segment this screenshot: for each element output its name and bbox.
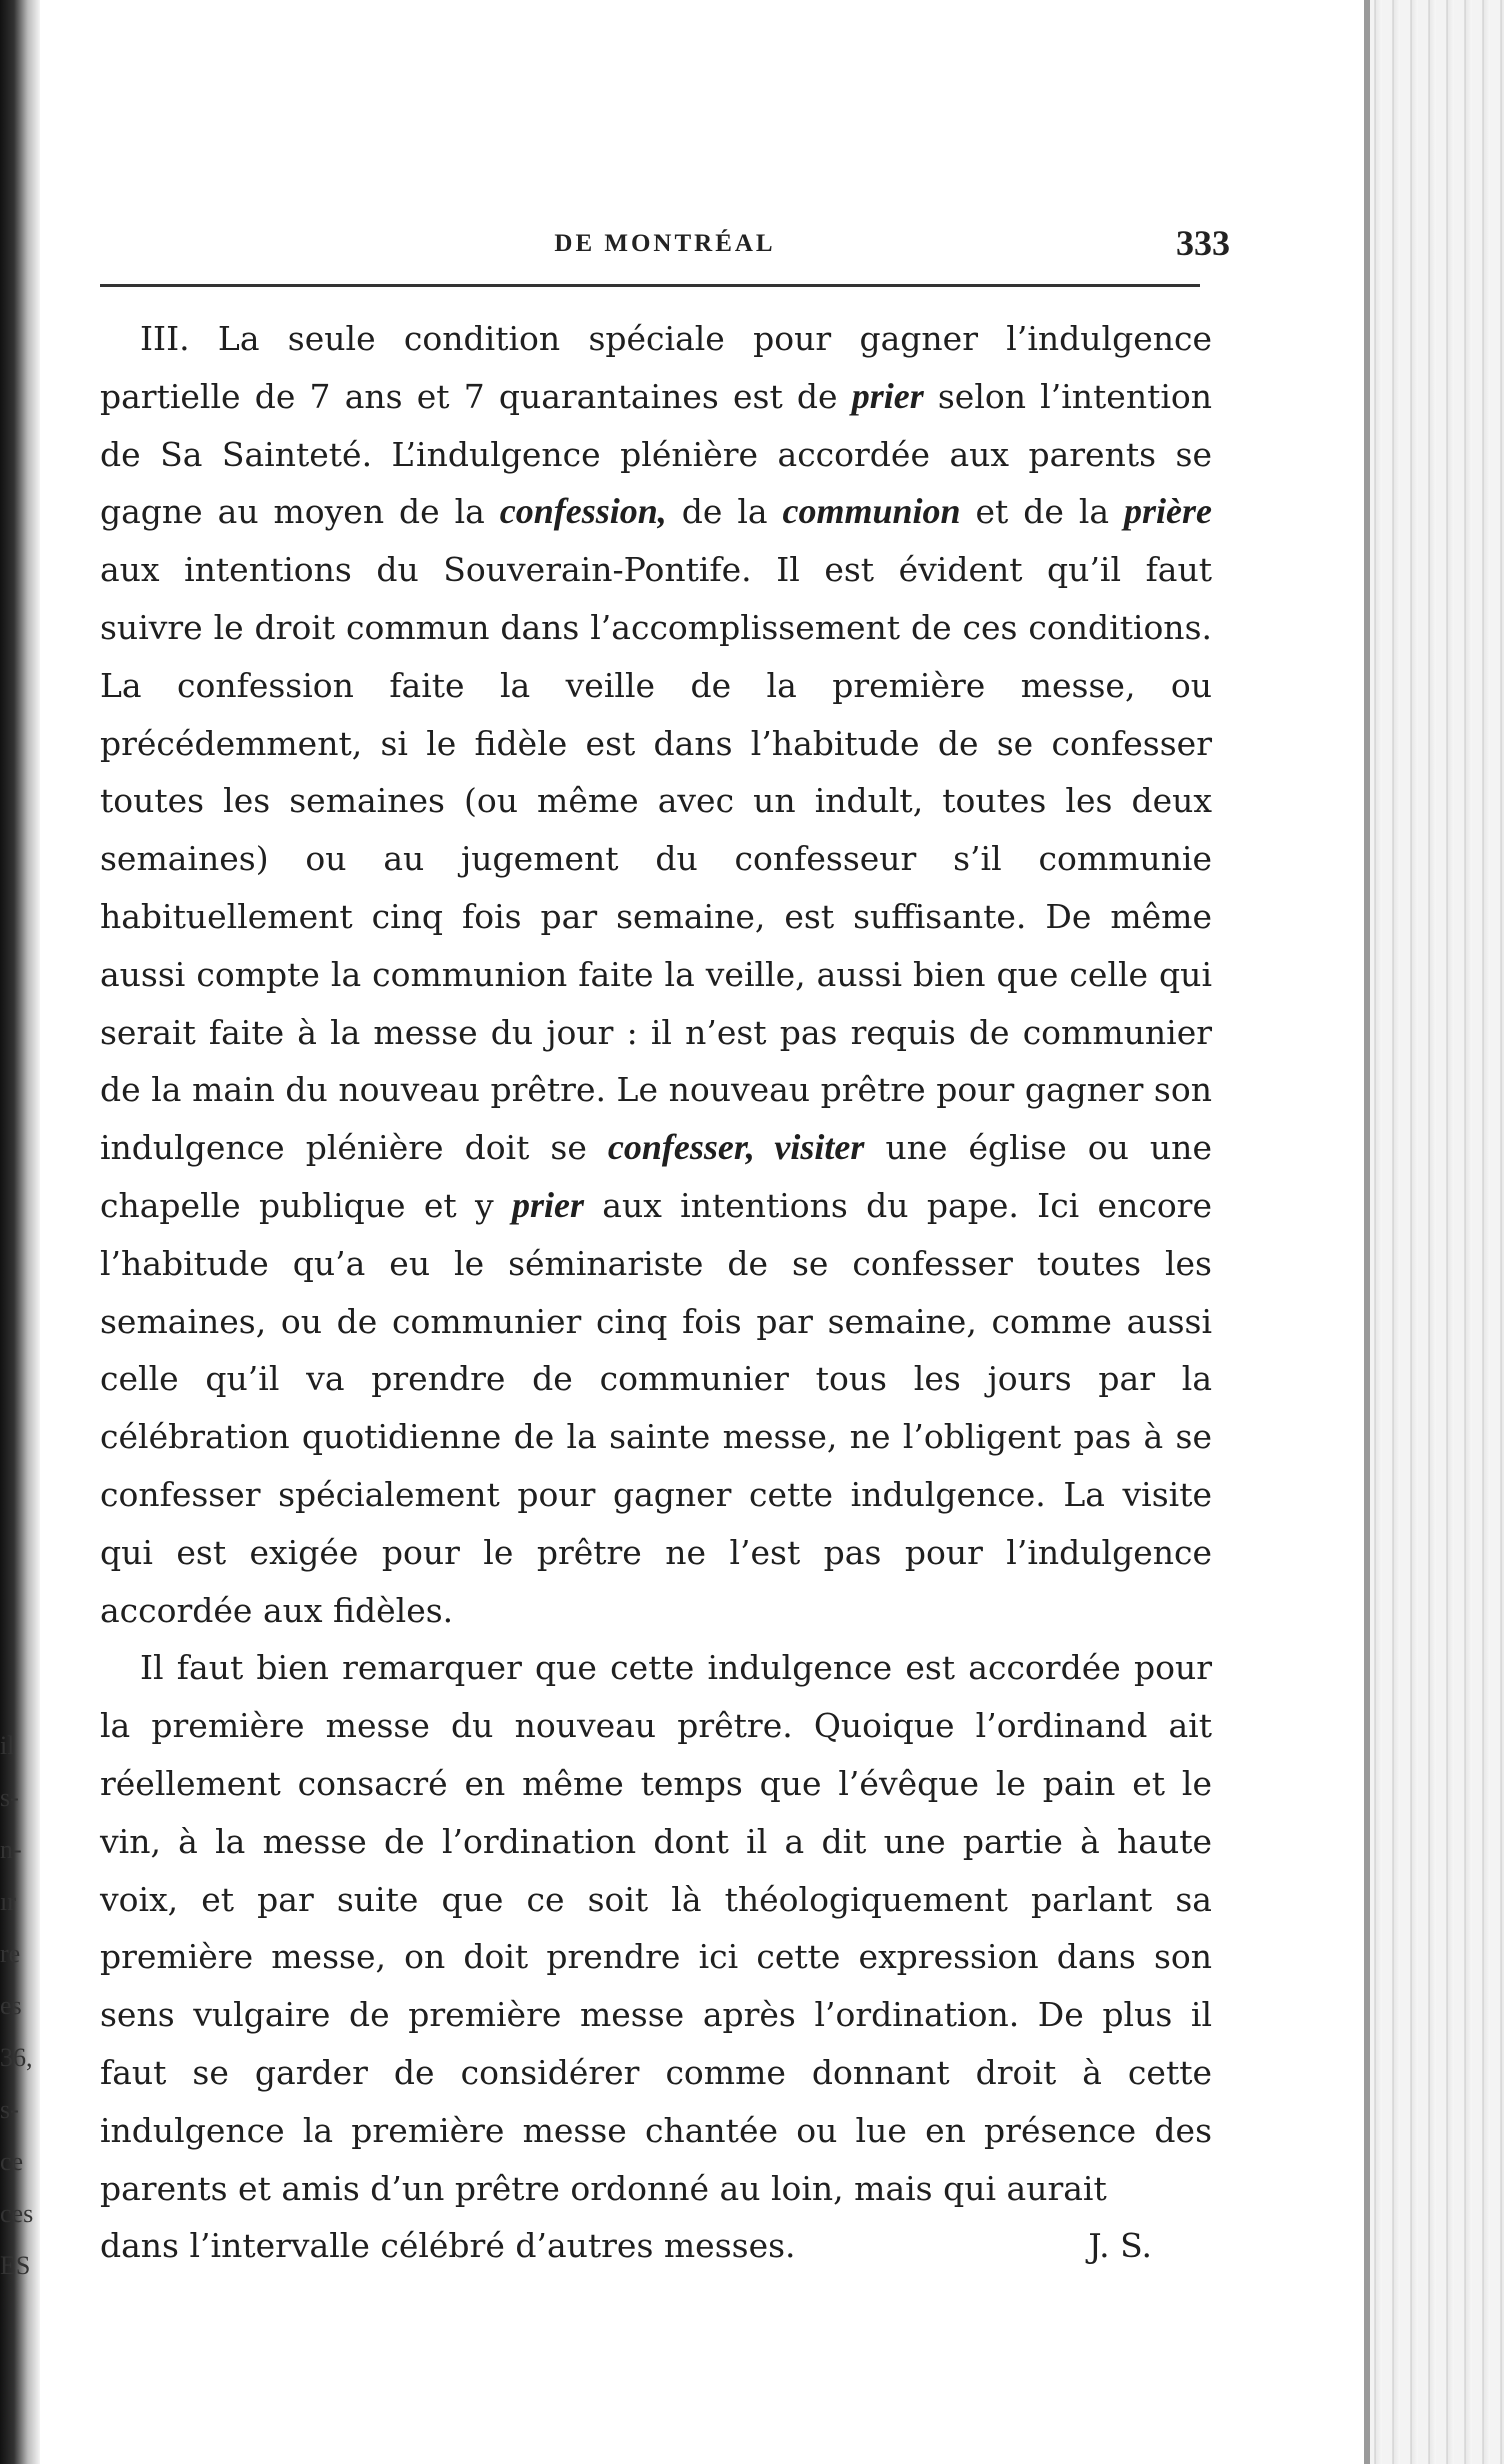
text-run: aux intentions du pape. Ici encore l’habitude qu’a eu le séminariste de se confesser toutes les semaines, ou de communier cinq fois par semaine, comme aussi celle qu’il va prendre de communier tous les jours par la célébration quotidienne de la sainte messe, ne l’obligent pas à se confesser spécialement pour gagner cette indulgence. La visite qui est exigée pour le prêtre ne l’est pas pour l’indulgence accordée aux fidèles. — [100, 1185, 1212, 1630]
page-number: 333 — [1176, 223, 1230, 263]
italic-run: communion — [782, 491, 961, 532]
fragment: il — [0, 1731, 15, 1760]
book-page-edges-right — [1364, 0, 1504, 2464]
italic-run: prier — [851, 375, 924, 416]
fragment: ES — [0, 2251, 31, 2280]
italic-run: confession, — [499, 491, 667, 532]
fragment: re — [0, 1939, 21, 1968]
italic-run: confesser, visiter — [607, 1127, 865, 1168]
italic-run: prier — [511, 1184, 584, 1225]
text-run: III. La seule condition spéciale pour gagner l’indulgence partielle de 7 ans et 7 quarantaines est de — [100, 319, 1212, 416]
text-run: selon l’intention de Sa Sainteté. L’indulgence plénière accordée aux parents se gagne au moyen de la — [100, 376, 1213, 532]
author-signature: J. S. — [1088, 2226, 1152, 2266]
text-run: aux intentions du Souverain-Pontife. Il est évident qu’il faut suivre le droit commun dans l’accomplissement de ces conditions. La confession faite la veille de la première messe, ou précédemment, si le fidèle est dans l’habitude de se confesser toutes les semaines (ou même avec un indult, toutes les deux semaines) ou au jugement du confesseur s’il communie habituellement cinq fois par semaine, est suffisante. De même aussi compte la communion faite la veille, aussi bien que celle qui serait faite à la messe du jour : il n’est pas requis de communier de la main du nouveau prêtre. Le nouveau prêtre pour gagner son indulgence plénière doit se — [100, 550, 1212, 1168]
fragment: ces — [0, 2199, 34, 2228]
text-run: de la — [666, 492, 783, 532]
fragment: s- — [0, 2095, 19, 2124]
running-head — [100, 222, 1230, 272]
fragment: ce — [0, 2147, 24, 2176]
text-run: et de la — [960, 492, 1125, 532]
fragment: n- — [0, 1835, 22, 1864]
fragment: s- — [0, 1783, 19, 1812]
italic-run: prière — [1124, 491, 1212, 532]
facing-page-fragments — [0, 1720, 34, 2292]
running-title: DE MONTRÉAL — [554, 230, 776, 257]
body-text — [100, 310, 1212, 2275]
fragment: 36, — [0, 2043, 33, 2072]
text-run: Il faut bien remarquer que cette indulgence est accordée pour la première messe du nouveau prêtre. Quoique l’ordinand ait réellement consacré en même temps que l’évêque le pain et le vin, à la messe de l’ordination dont il a dit une partie à haute voix, et par suite que ce soit là théologiquement parlant sa première messe, on doit prendre ici cette expression dans son sens vulgaire de première messe après l’ordination. De plus il faut se garder de considérer comme donnant droit à cette indulgence la première messe chantée ou lue en présence des parents et amis d’un prêtre ordonné au loin, mais qui aurait — [100, 1648, 1212, 2208]
fragment: es — [0, 1991, 22, 2020]
header-rule — [100, 284, 1200, 287]
fragment: ır — [0, 1887, 16, 1916]
paragraph-1 — [100, 310, 1212, 1639]
book-page — [100, 0, 1230, 2464]
text-run: une église ou une chapelle publique et y — [100, 1128, 1212, 1225]
closing-line — [100, 2217, 1212, 2275]
closing-text: dans l’intervalle célébré d’autres messes. — [100, 2226, 796, 2266]
paragraph-2 — [100, 1639, 1212, 2217]
